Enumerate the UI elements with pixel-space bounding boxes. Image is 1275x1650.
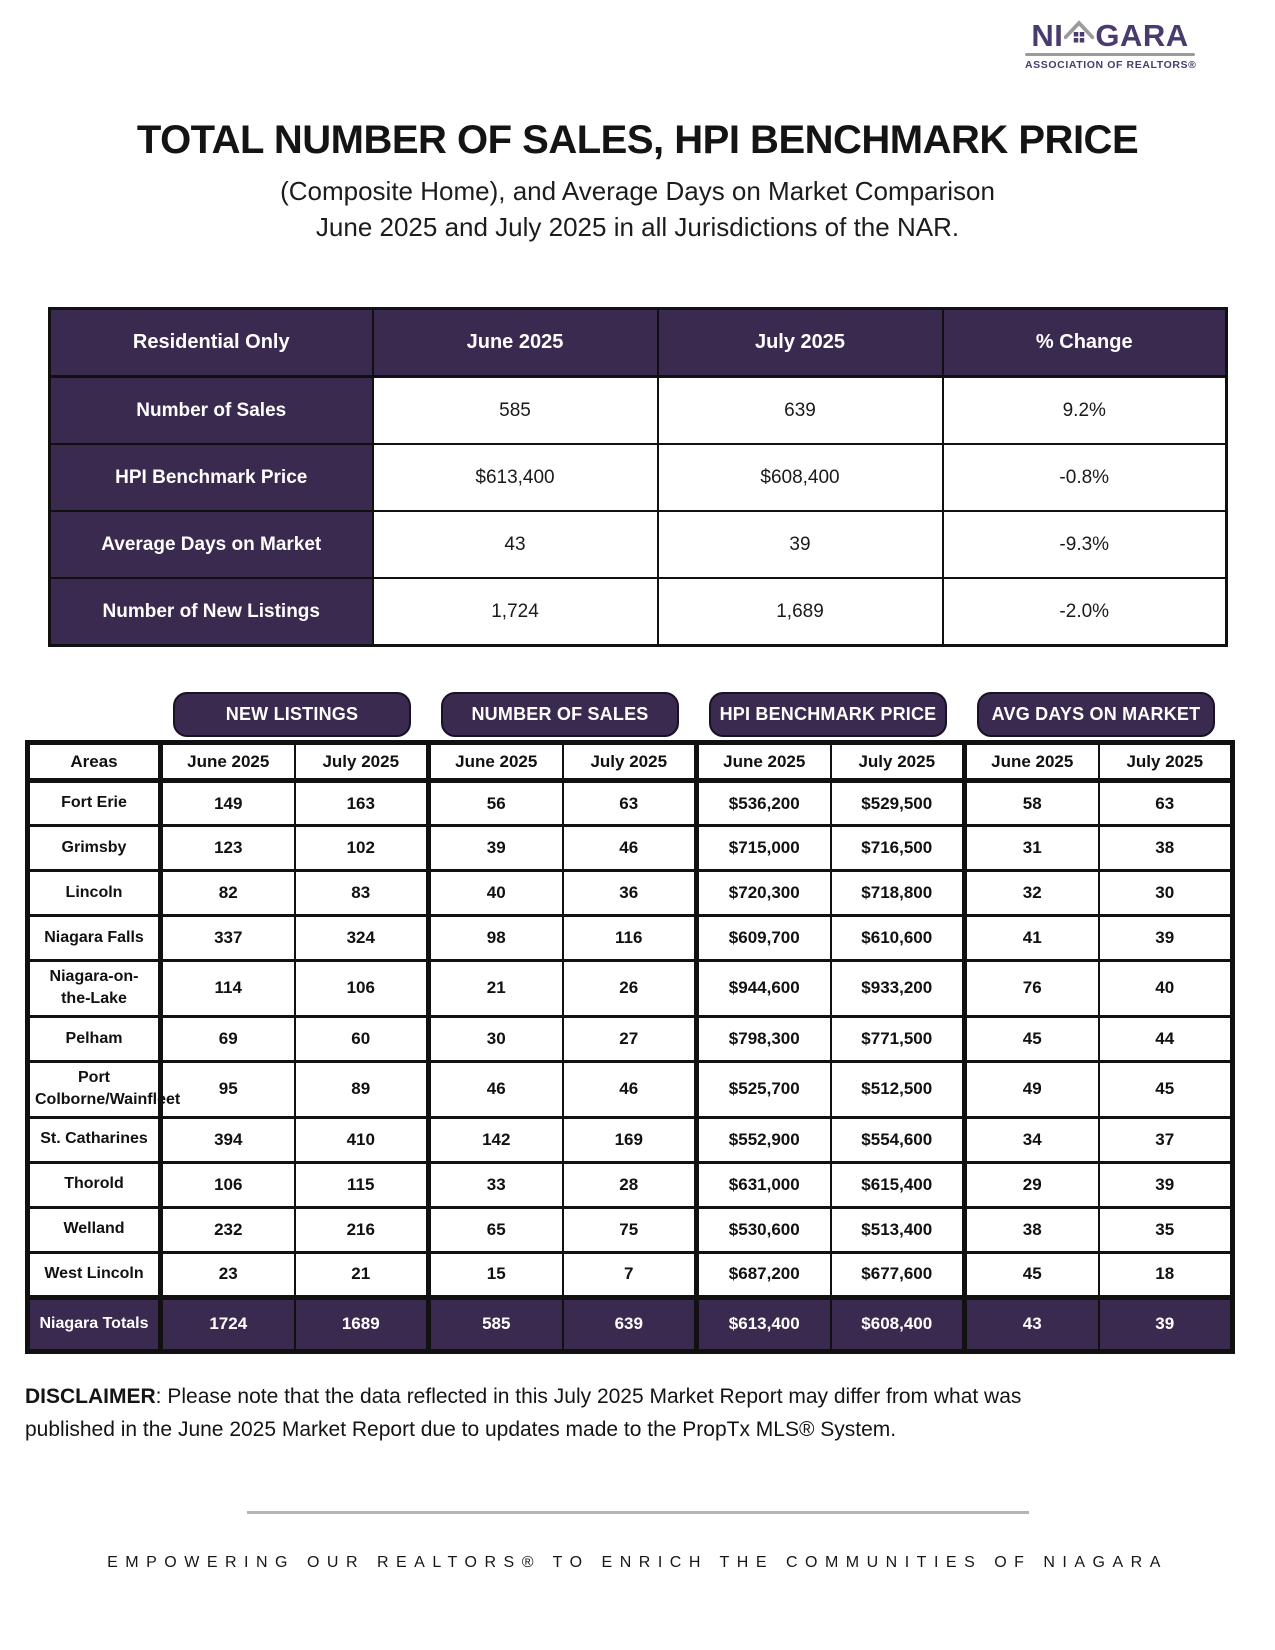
totals-value: 585	[429, 1297, 563, 1351]
value-cell: 21	[295, 1252, 429, 1297]
value-cell: 23	[161, 1252, 295, 1297]
value-cell: 39	[429, 826, 563, 871]
area-name: St. Catharines	[28, 1117, 161, 1162]
value-cell: 95	[161, 1061, 295, 1117]
table-row	[28, 1252, 1233, 1297]
pill-slot	[962, 692, 1230, 737]
summary-value: -0.8%	[943, 444, 1227, 511]
summary-value: 585	[373, 377, 658, 445]
summary-value: 1,724	[373, 578, 658, 646]
detail-table	[25, 740, 1235, 1354]
value-cell: 46	[563, 1061, 697, 1117]
page-subtitle-line2: June 2025 and July 2025 in all Jurisdictions of the NAR.	[315, 212, 960, 242]
table-row	[28, 1061, 1233, 1117]
pill-number-of-sales: NUMBER OF SALES	[441, 692, 680, 737]
logo-text-suffix: GARA	[1095, 18, 1189, 53]
table-row	[28, 961, 1233, 1017]
table-row	[28, 1162, 1233, 1207]
area-name: Lincoln	[28, 871, 161, 916]
value-cell: $536,200	[697, 781, 831, 826]
value-cell: 394	[161, 1117, 295, 1162]
table-row	[28, 1207, 1233, 1252]
value-cell: 69	[161, 1016, 295, 1061]
detail-header-row	[28, 743, 1233, 781]
value-cell: 26	[563, 961, 697, 1017]
area-name: West Lincoln	[28, 1252, 161, 1297]
summary-col-header: July 2025	[658, 309, 943, 377]
footer-divider	[247, 1511, 1029, 1514]
value-cell: $554,600	[831, 1117, 965, 1162]
logo-wordmark	[1025, 18, 1195, 51]
value-cell: $687,200	[697, 1252, 831, 1297]
value-cell: 49	[965, 1061, 1099, 1117]
value-cell: $530,600	[697, 1207, 831, 1252]
value-cell: 18	[1099, 1252, 1233, 1297]
summary-value: 39	[658, 511, 943, 578]
value-cell: 45	[1099, 1061, 1233, 1117]
value-cell: 232	[161, 1207, 295, 1252]
area-name: Thorold	[28, 1162, 161, 1207]
totals-value: 1724	[161, 1297, 295, 1351]
value-cell: 89	[295, 1061, 429, 1117]
pill-new-listings: NEW LISTINGS	[173, 692, 412, 737]
value-cell: 33	[429, 1162, 563, 1207]
table-row	[28, 871, 1233, 916]
value-cell: 45	[965, 1252, 1099, 1297]
pill-hpi-benchmark-price: HPI BENCHMARK PRICE	[709, 692, 948, 737]
logo-subtitle: ASSOCIATION OF REALTORS®	[1025, 59, 1197, 71]
niagara-association-logo	[1025, 18, 1195, 71]
value-cell: 60	[295, 1016, 429, 1061]
logo-text-prefix: NI	[1031, 18, 1064, 53]
summary-table	[48, 307, 1228, 647]
summary-value: 1,689	[658, 578, 943, 646]
value-cell: 46	[563, 826, 697, 871]
month-header: June 2025	[697, 743, 831, 781]
pill-slot	[158, 692, 426, 737]
disclaimer-text	[25, 1380, 1075, 1447]
summary-row	[50, 444, 1227, 511]
page-subtitle-line1: (Composite Home), and Average Days on Market Comparison	[280, 176, 995, 206]
value-cell: 163	[295, 781, 429, 826]
totals-value: 43	[965, 1297, 1099, 1351]
summary-col-header: Residential Only	[50, 309, 373, 377]
summary-value: $613,400	[373, 444, 658, 511]
summary-value: $608,400	[658, 444, 943, 511]
summary-col-header: % Change	[943, 309, 1227, 377]
month-header: July 2025	[831, 743, 965, 781]
summary-row-label: Average Days on Market	[50, 511, 373, 578]
summary-col-header: June 2025	[373, 309, 658, 377]
value-cell: $677,600	[831, 1252, 965, 1297]
month-header: July 2025	[563, 743, 697, 781]
value-cell: $944,600	[697, 961, 831, 1017]
value-cell: 82	[161, 871, 295, 916]
value-cell: 106	[295, 961, 429, 1017]
value-cell: 46	[429, 1061, 563, 1117]
value-cell: 38	[1099, 826, 1233, 871]
value-cell: 7	[563, 1252, 697, 1297]
footer-tagline: EMPOWERING OUR REALTORS® TO ENRICH THE COMMUNITIES OF NIAGARA	[107, 1553, 1168, 1571]
value-cell: 39	[1099, 916, 1233, 961]
value-cell: 38	[965, 1207, 1099, 1252]
summary-value: 639	[658, 377, 943, 445]
summary-row	[50, 511, 1227, 578]
value-cell: $771,500	[831, 1016, 965, 1061]
house-roof-icon	[1064, 18, 1094, 51]
value-cell: 32	[965, 871, 1099, 916]
value-cell: 169	[563, 1117, 697, 1162]
value-cell: 149	[161, 781, 295, 826]
pill-avg-days-on-market: AVG DAYS ON MARKET	[977, 692, 1216, 737]
page-title: TOTAL NUMBER OF SALES, HPI BENCHMARK PRICE	[136, 118, 1139, 162]
totals-value: $608,400	[831, 1297, 965, 1351]
summary-row-label: HPI Benchmark Price	[50, 444, 373, 511]
value-cell: 40	[1099, 961, 1233, 1017]
value-cell: 216	[295, 1207, 429, 1252]
disclaimer-body: : Please note that the data reflected in this July 2025 Market Report may differ from what was published in the June 2025 Market Report due to updates made to the PropTx MLS® System.	[25, 1384, 1022, 1442]
summary-value: -2.0%	[943, 578, 1227, 646]
value-cell: $552,900	[697, 1117, 831, 1162]
value-cell: 76	[965, 961, 1099, 1017]
totals-value: $613,400	[697, 1297, 831, 1351]
area-name: Niagara Falls	[28, 916, 161, 961]
value-cell: 98	[429, 916, 563, 961]
value-cell: 106	[161, 1162, 295, 1207]
summary-row-label: Number of New Listings	[50, 578, 373, 646]
pill-slot	[694, 692, 962, 737]
summary-header-row	[50, 309, 1227, 377]
value-cell: $609,700	[697, 916, 831, 961]
value-cell: 27	[563, 1016, 697, 1061]
value-cell: $715,000	[697, 826, 831, 871]
area-name: Port Colborne/Wainfleet	[28, 1061, 161, 1117]
pill-slot	[426, 692, 694, 737]
summary-row-label: Number of Sales	[50, 377, 373, 445]
value-cell: 114	[161, 961, 295, 1017]
value-cell: $631,000	[697, 1162, 831, 1207]
month-header: July 2025	[1099, 743, 1233, 781]
totals-label: Niagara Totals	[28, 1297, 161, 1351]
totals-value: 39	[1099, 1297, 1233, 1351]
value-cell: $798,300	[697, 1016, 831, 1061]
value-cell: 63	[1099, 781, 1233, 826]
disclaimer-label: DISCLAIMER	[25, 1384, 156, 1408]
value-cell: $513,400	[831, 1207, 965, 1252]
areas-header: Areas	[28, 743, 161, 781]
month-header: June 2025	[965, 743, 1099, 781]
value-cell: 115	[295, 1162, 429, 1207]
value-cell: 142	[429, 1117, 563, 1162]
value-cell: 15	[429, 1252, 563, 1297]
value-cell: 123	[161, 826, 295, 871]
table-row	[28, 826, 1233, 871]
value-cell: $525,700	[697, 1061, 831, 1117]
table-row	[28, 1016, 1233, 1061]
value-cell: $718,800	[831, 871, 965, 916]
summary-value: 9.2%	[943, 377, 1227, 445]
summary-row	[50, 578, 1227, 646]
value-cell: 30	[429, 1016, 563, 1061]
value-cell: 40	[429, 871, 563, 916]
value-cell: 34	[965, 1117, 1099, 1162]
area-name: Fort Erie	[28, 781, 161, 826]
value-cell: 30	[1099, 871, 1233, 916]
month-header: July 2025	[295, 743, 429, 781]
detail-table-body	[28, 781, 1233, 1298]
summary-value: 43	[373, 511, 658, 578]
table-row	[28, 1117, 1233, 1162]
month-header: June 2025	[429, 743, 563, 781]
value-cell: 58	[965, 781, 1099, 826]
value-cell: 63	[563, 781, 697, 826]
value-cell: 36	[563, 871, 697, 916]
value-cell: 28	[563, 1162, 697, 1207]
area-name: Welland	[28, 1207, 161, 1252]
summary-row	[50, 377, 1227, 445]
value-cell: 102	[295, 826, 429, 871]
area-name: Grimsby	[28, 826, 161, 871]
totals-value: 1689	[295, 1297, 429, 1351]
value-cell: 410	[295, 1117, 429, 1162]
value-cell: 337	[161, 916, 295, 961]
value-cell: 116	[563, 916, 697, 961]
summary-value: -9.3%	[943, 511, 1227, 578]
value-cell: 65	[429, 1207, 563, 1252]
value-cell: $529,500	[831, 781, 965, 826]
value-cell: 45	[965, 1016, 1099, 1061]
value-cell: 39	[1099, 1162, 1233, 1207]
area-name: Niagara-on-the-Lake	[28, 961, 161, 1017]
totals-row	[28, 1297, 1233, 1351]
value-cell: $610,600	[831, 916, 965, 961]
value-cell: 31	[965, 826, 1099, 871]
value-cell: 56	[429, 781, 563, 826]
value-cell: 83	[295, 871, 429, 916]
value-cell: $716,500	[831, 826, 965, 871]
value-cell: 41	[965, 916, 1099, 961]
logo-roofline	[1025, 53, 1195, 56]
category-pill-row	[158, 692, 1230, 737]
value-cell: 75	[563, 1207, 697, 1252]
value-cell: $933,200	[831, 961, 965, 1017]
value-cell: 324	[295, 916, 429, 961]
value-cell: $720,300	[697, 871, 831, 916]
value-cell: $512,500	[831, 1061, 965, 1117]
value-cell: $615,400	[831, 1162, 965, 1207]
month-header: June 2025	[161, 743, 295, 781]
value-cell: 37	[1099, 1117, 1233, 1162]
table-row	[28, 916, 1233, 961]
totals-value: 639	[563, 1297, 697, 1351]
area-name: Pelham	[28, 1016, 161, 1061]
value-cell: 35	[1099, 1207, 1233, 1252]
table-row	[28, 781, 1233, 826]
value-cell: 44	[1099, 1016, 1233, 1061]
value-cell: 21	[429, 961, 563, 1017]
value-cell: 29	[965, 1162, 1099, 1207]
